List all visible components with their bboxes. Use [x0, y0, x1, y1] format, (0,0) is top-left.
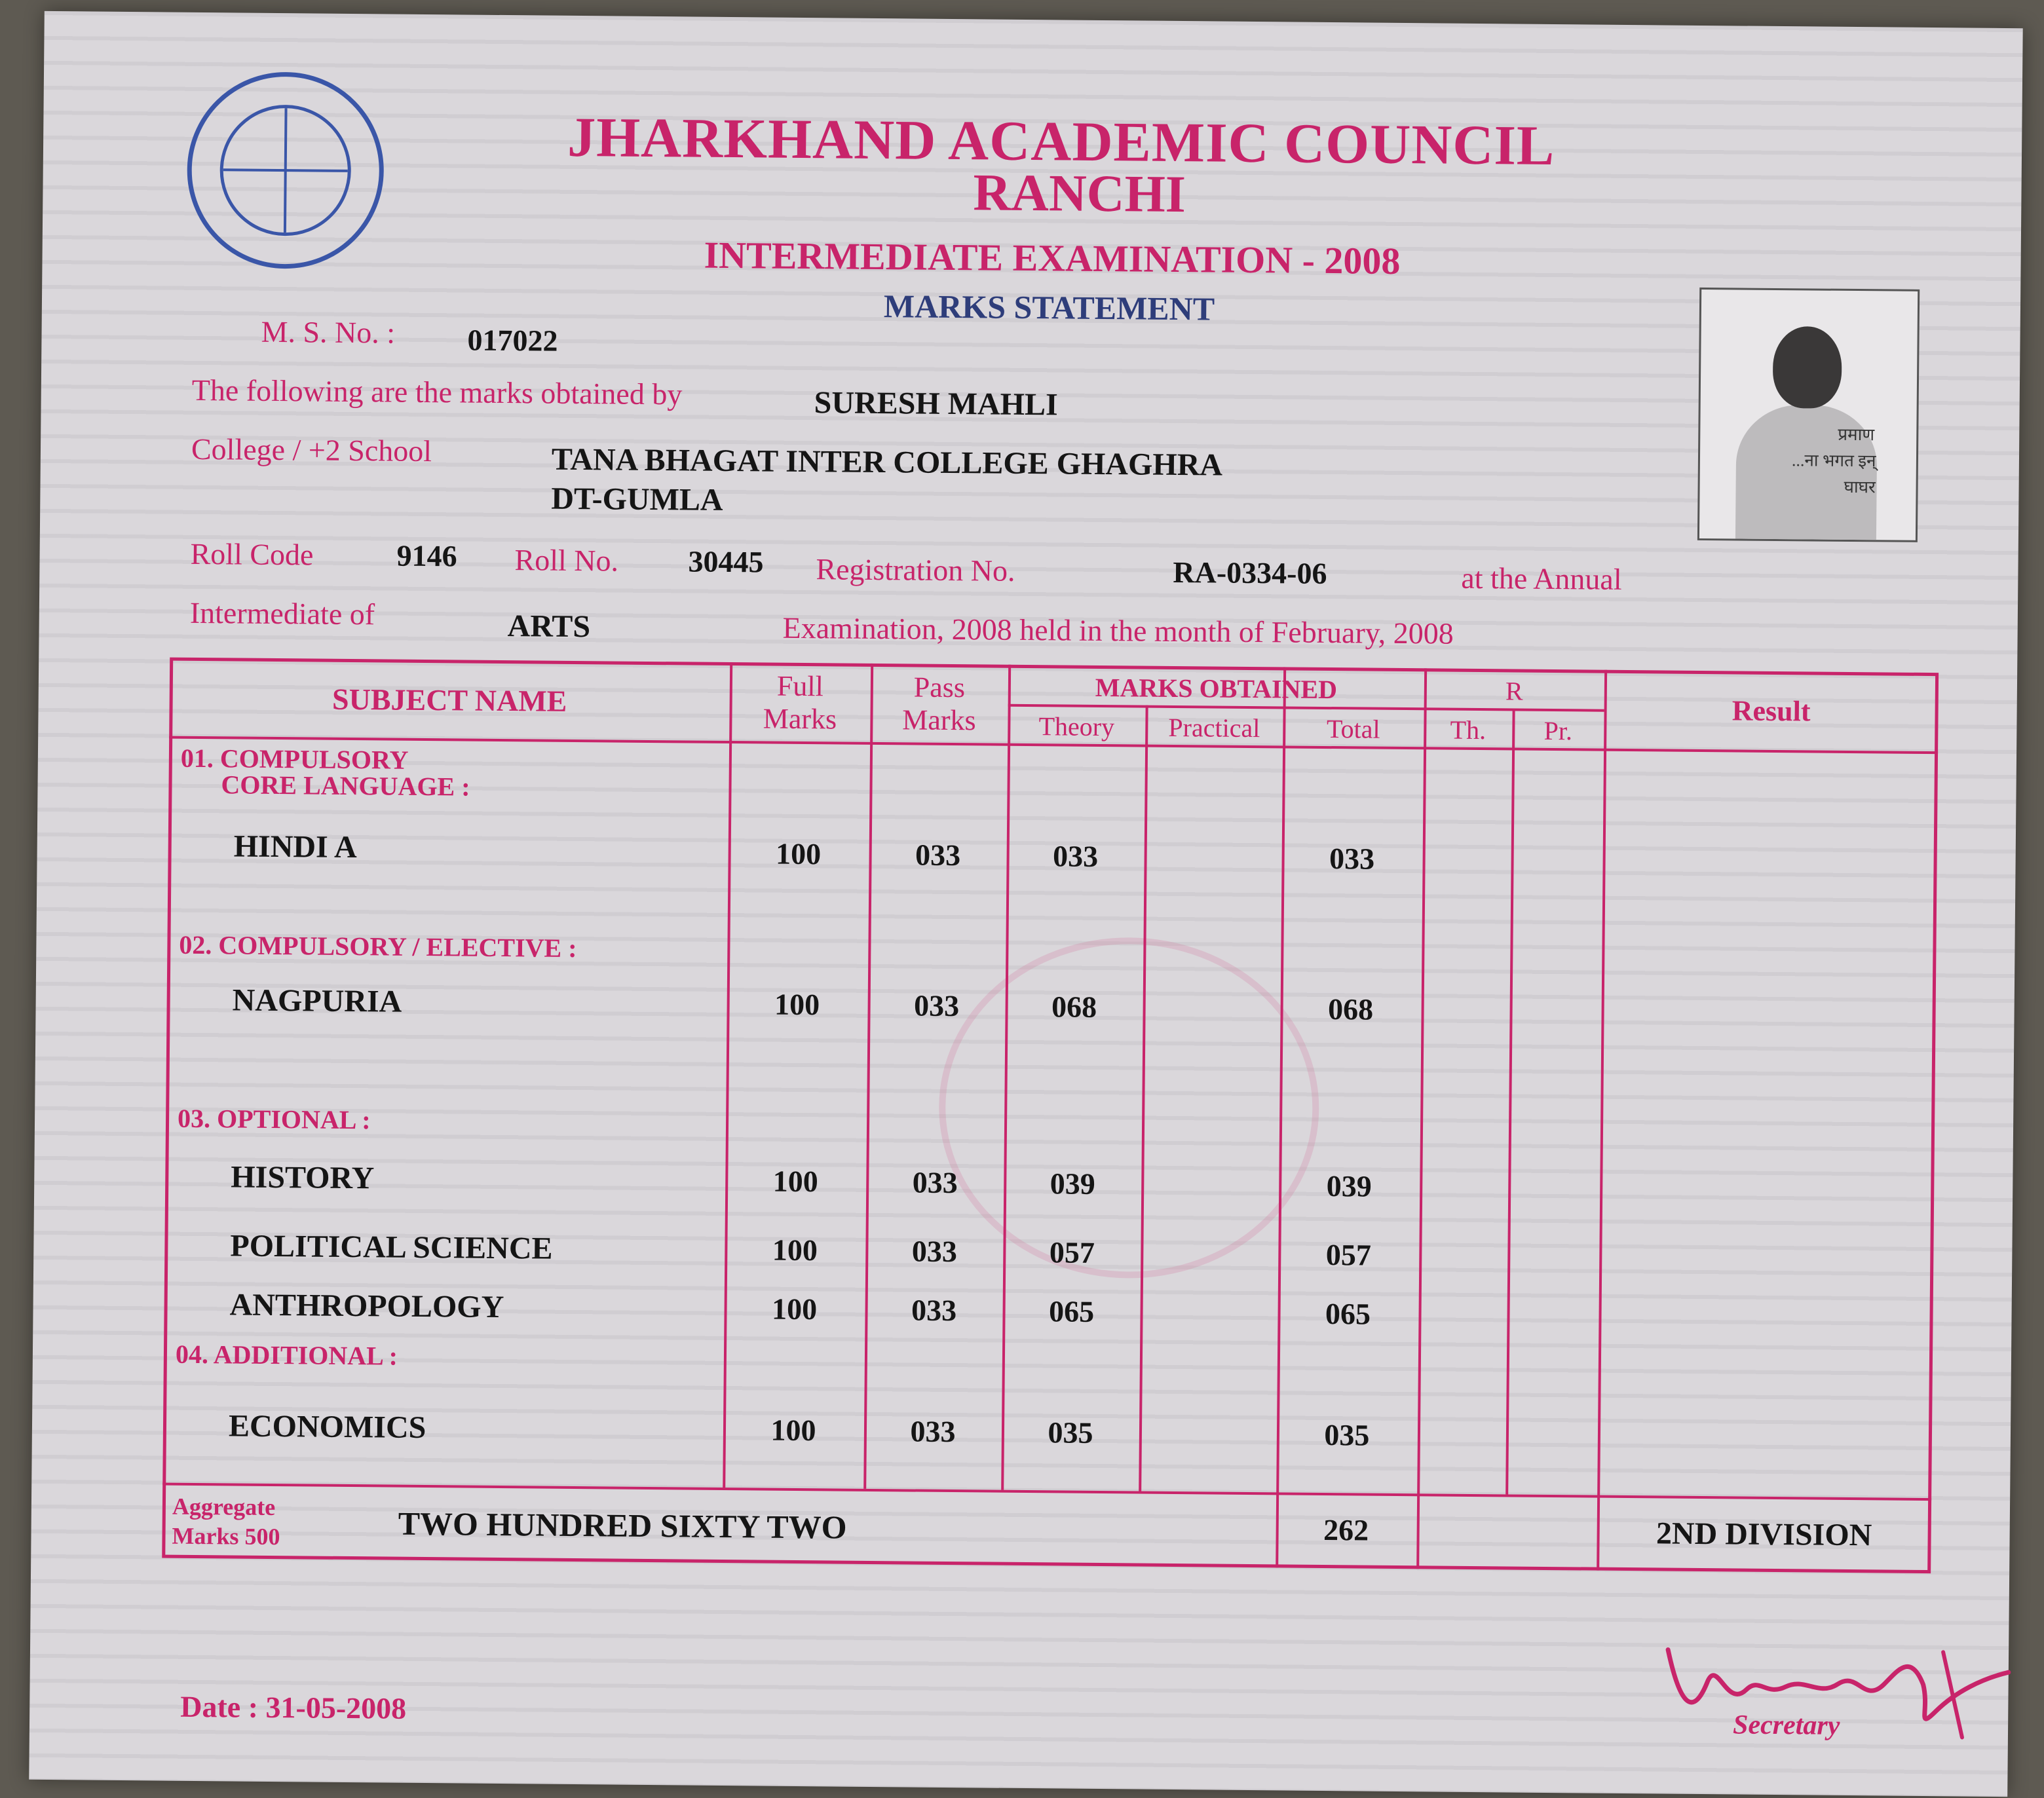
- intermediate-label: Intermediate of: [189, 595, 375, 631]
- registration-label: Registration No.: [816, 552, 1015, 588]
- total-marks: 065: [1325, 1297, 1371, 1331]
- theory-marks: 039: [1050, 1167, 1095, 1201]
- subject-name: HISTORY: [231, 1159, 375, 1196]
- pass-marks: 033: [911, 1293, 957, 1328]
- total-marks: 057: [1325, 1238, 1372, 1272]
- pass-marks: 033: [911, 1234, 958, 1269]
- full-marks: 100: [771, 1292, 818, 1326]
- college-district: DT-GUMLA: [551, 481, 723, 517]
- full-marks: 100: [772, 1164, 819, 1199]
- theory-marks: 068: [1051, 990, 1097, 1024]
- pass-marks: 033: [913, 988, 960, 1023]
- group-heading: 02. COMPULSORY / ELECTIVE :: [179, 929, 577, 964]
- issue-date: Date : 31-05-2008: [180, 1689, 407, 1725]
- full-marks: 100: [774, 987, 820, 1022]
- col-theory: Theory: [1038, 711, 1115, 742]
- college-label: College / +2 School: [191, 432, 432, 468]
- roll-no-value: 30445: [688, 544, 764, 579]
- aggregate-in-words: TWO HUNDRED SIXTY TWO: [398, 1505, 847, 1546]
- council-seal-logo: [186, 71, 385, 270]
- col-pass-marks-1: Pass: [913, 671, 966, 704]
- group-heading: 01. COMPULSORY: [180, 743, 409, 775]
- group-heading: CORE LANGUAGE :: [221, 770, 470, 802]
- marks-statement-document: [29, 11, 2022, 1797]
- subject-name: ECONOMICS: [228, 1408, 426, 1446]
- seal-emblem-icon: [219, 104, 352, 236]
- total-marks: 035: [1324, 1418, 1370, 1452]
- col-marks-obtained: MARKS OBTAINED: [1095, 672, 1338, 705]
- col-pr: Pr.: [1543, 715, 1573, 746]
- pass-marks: 033: [915, 838, 961, 872]
- result-division: 2ND DIVISION: [1656, 1516, 1872, 1553]
- roll-code-label: Roll Code: [190, 536, 314, 572]
- exam-title: INTERMEDIATE EXAMINATION - 2008: [704, 233, 1401, 282]
- aggregate-total: 262: [1323, 1513, 1369, 1547]
- photo-caption-2: ...ना भगत इन्: [1791, 451, 1876, 471]
- subject-name: POLITICAL SCIENCE: [230, 1228, 553, 1266]
- ms-no-label: M. S. No. :: [261, 314, 396, 350]
- city-title: RANCHI: [973, 164, 1186, 224]
- registration-value: RA-0334-06: [1173, 555, 1327, 590]
- student-name: SURESH MAHLI: [814, 385, 1058, 422]
- subject-name: ANTHROPOLOGY: [229, 1287, 504, 1325]
- stream-value: ARTS: [507, 609, 591, 645]
- col-pass-marks-2: Marks: [902, 703, 976, 737]
- photo-caption-1: प्रमाण: [1838, 424, 1875, 445]
- subject-name: NAGPURIA: [232, 983, 402, 1019]
- photo-head: [1773, 326, 1842, 409]
- aggregate-max-label: Marks 500: [172, 1522, 280, 1550]
- photo-caption-3: घाघर: [1844, 477, 1876, 497]
- theory-marks: 035: [1048, 1415, 1093, 1450]
- full-marks: 100: [775, 836, 822, 871]
- total-marks: 039: [1326, 1169, 1372, 1203]
- col-th: Th.: [1450, 715, 1486, 745]
- col-result: Result: [1732, 694, 1811, 728]
- col-full-marks-1: Full: [776, 669, 824, 703]
- roll-no-label: Roll No.: [514, 543, 619, 578]
- ms-no-value: 017022: [467, 323, 558, 358]
- council-title: JHARKHAND ACADEMIC COUNCIL: [567, 105, 1555, 177]
- student-photo: [1697, 288, 1920, 542]
- group-heading: 04. ADDITIONAL :: [175, 1339, 398, 1371]
- subject-name: HINDI A: [233, 829, 357, 865]
- full-marks: 100: [772, 1233, 818, 1267]
- secretary-label: Secretary: [1732, 1710, 1840, 1741]
- annual-label: at the Annual: [1461, 561, 1622, 596]
- col-total: Total: [1326, 713, 1380, 744]
- pass-marks: 033: [910, 1414, 956, 1449]
- col-r: R: [1505, 676, 1523, 706]
- obtained-by-label: The following are the marks obtained by: [191, 373, 683, 411]
- col-practical: Practical: [1168, 712, 1260, 743]
- roll-code-value: 9146: [396, 538, 457, 573]
- col-full-marks-2: Marks: [763, 702, 837, 736]
- pass-marks: 033: [912, 1165, 958, 1200]
- aggregate-label: Aggregate: [172, 1493, 276, 1521]
- exam-month-text: Examination, 2008 held in the month of February, 2008: [782, 610, 1454, 650]
- theory-marks: 057: [1049, 1235, 1095, 1269]
- col-subject-name: SUBJECT NAME: [331, 682, 567, 718]
- theory-marks: 065: [1048, 1294, 1095, 1328]
- college-name: TANA BHAGAT INTER COLLEGE GHAGHRA: [551, 441, 1223, 483]
- total-marks: 068: [1327, 992, 1374, 1026]
- full-marks: 100: [770, 1413, 816, 1448]
- total-marks: 033: [1329, 842, 1375, 876]
- group-heading: 03. OPTIONAL :: [177, 1103, 371, 1135]
- theory-marks: 033: [1052, 839, 1099, 873]
- statement-title: MARKS STATEMENT: [883, 288, 1215, 328]
